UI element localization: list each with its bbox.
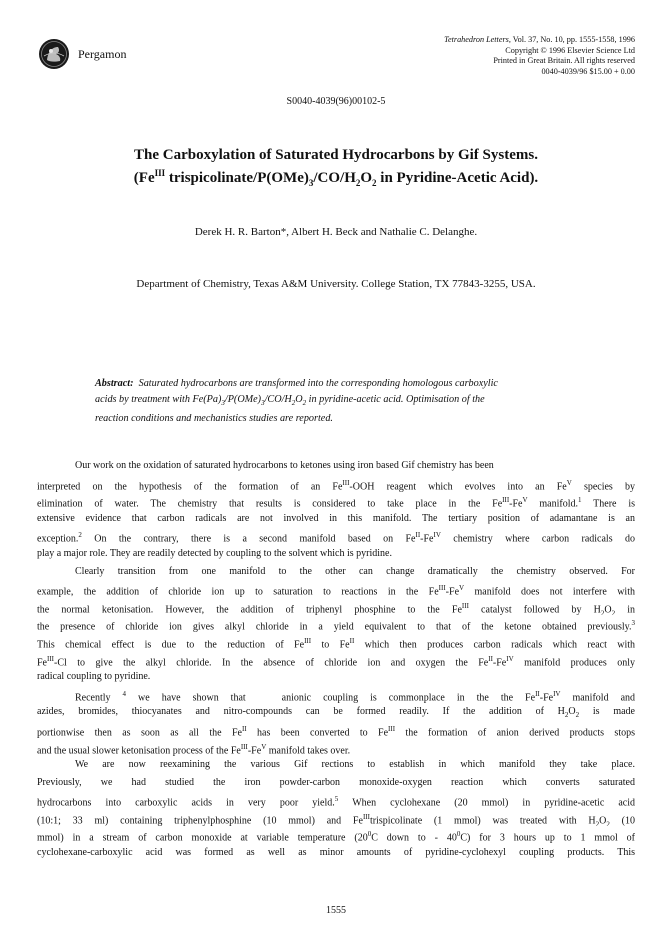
body-line: Recently $^4$ we have shown that anionic coupling is commonplace in the the $Fe^{II}-Fe^{IV}$ manifold and xyxy=(75,689,635,704)
abstract-label: Abstract: xyxy=(95,378,134,389)
body-line: $Fe^{III}-Cl$ to give the alkyl chloride. In the absence of chloride ion and oxygen the $Fe^{II}-Fe^{IV}$ manifold produces only xyxy=(37,654,635,668)
page-number: 1555 xyxy=(326,905,346,916)
body-line: example, the addition of chloride ion up to saturation to reactions in the $Fe^{III}-Fe^V$ manifold does not interfere with xyxy=(37,584,635,598)
title-line-2: ($Fe^{III}$ trispicolinate/$P(OMe)_3/CO/H_2O_2$ in Pyridine-Acetic Acid). xyxy=(133,168,539,188)
body-line: and the usual slower ketonisation process of the $Fe^{III}-Fe^V$ manifold takes over. xyxy=(37,742,351,756)
body-line: interpreted on the hypothesis of the formation of an $Fe^{III}$-OOH reagent which evolves into an $Fe^V$ species by xyxy=(37,478,635,492)
body-line: Previously, we had studied the iron powder-carbon monoxide-oxygen reaction which converts saturated xyxy=(37,776,635,788)
publisher-name: Pergamon xyxy=(78,47,127,61)
doi: S0040-4039(96)00102-5 xyxy=(286,96,386,107)
body-line: the presence of chloride ion gives alkyl chloride in a yield equivalent to that of the ketone obtained previously.$^3$ xyxy=(37,619,635,633)
copyright-line: Copyright © 1996 Elsevier Science Ltd xyxy=(505,45,635,55)
affiliation: Department of Chemistry, Texas A&M University. College Station, TX 77843-3255, USA. xyxy=(136,278,536,290)
journal-info xyxy=(335,35,635,77)
body-line: exception.$^2$ On the contrary, there is a second manifold based on $Fe^{II}-Fe^{IV}$ chemistry where carbon radicals do xyxy=(37,531,635,545)
title-line-1: The Carboxylation of Saturated Hydrocarbons by Gif Systems. xyxy=(134,147,538,163)
body-line: portionwise then as soon as all the $Fe^{II}$ has been converted to $Fe^{III}$ the formation of anion derived products stops xyxy=(37,724,635,739)
body-line: mmol) in a stream of carbon monoxide at variable temperature ($20^0C$ down to - $40^0C$) for 3 hours up to 1 mmol of xyxy=(37,830,635,844)
abstract-line-3: reaction conditions and mechanistics studies are reported. xyxy=(95,413,333,425)
abstract xyxy=(95,376,587,427)
body-line: extensive evidence that carbon radicals are not involved in this manifold. The tertiary position of adamantane is an xyxy=(37,512,635,524)
body-line: Our work on the oxidation of saturated hydrocarbons to ketones using iron based Gif chemistry has been xyxy=(75,460,494,471)
body-line: cyclohexane-carboxylic acid was formed as well as minor amounts of pyridine-cyclohexyl coupling products. This xyxy=(37,847,635,859)
abstract-line-1: Abstract: Saturated hydrocarbons are transformed into the corresponding homologous carboxylic xyxy=(95,378,498,389)
body-line: We are now reexamining the various Gif rections to establish in which manifold they take place. xyxy=(75,759,635,771)
printed-line: Printed in Great Britain. All rights reserved xyxy=(493,56,635,65)
body-line: hydrocarbons into carboxylic acids in very poor yield.$^5$ When cyclohexane (20 mmol) in pyridine-acetic acid xyxy=(37,795,635,809)
body-line: (10:1; 33 ml) containing triphenylphosphine (10 mmol) and $Fe^{III}trispicolinate$ (1 mmol) was treated with $H_2O_2$ (10 xyxy=(37,812,635,827)
body-line: play a major role. They are readily detected by coupling to the solvent which is pyridine. xyxy=(37,547,392,559)
price-code-line: 0040-4039/96 $15.00 + 0.00 xyxy=(541,66,635,76)
body-line: azides, bromides, thiocyanates and nitro-compounds can be formed readily. If the addition of $H_2O_2$ is made xyxy=(37,706,635,720)
body-line: Clearly transition from one manifold to the other can change dramatically the chemistry observed. For xyxy=(75,565,635,577)
body-line: radical coupling to pyridine. xyxy=(37,671,151,683)
abstract-line-2: acids by treatment with $Fe(Pa)_3/P(OMe)_3/CO/H_2O_2$ in pyridine-acetic acid. Optimisation of the xyxy=(95,394,485,408)
body-text xyxy=(37,457,635,862)
pergamon-logo-icon xyxy=(38,38,70,70)
body-line: the normal ketonisation. However, the addition of triphenyl phosphine to the $Fe^{III}$ catalyst followed by $H_2O_2$ in xyxy=(37,601,635,616)
journal-citation: Tetrahedron Letters, Vol. 37, No. 10, pp. 1555-1558, 1996 xyxy=(444,35,635,44)
paper-title xyxy=(40,146,632,192)
authors: Derek H. R. Barton*, Albert H. Beck and Nathalie C. Delanghe. xyxy=(194,226,478,238)
body-line: elimination of water. The chemistry that results is considered to take place in the $Fe^{III}-Fe^V$ manifold.$^1$ There is xyxy=(37,496,635,510)
body-line: This chemical effect is due to the reduction of $Fe^{III}$ to $Fe^{II}$ which then produces carbon radicals which react with xyxy=(37,636,635,651)
